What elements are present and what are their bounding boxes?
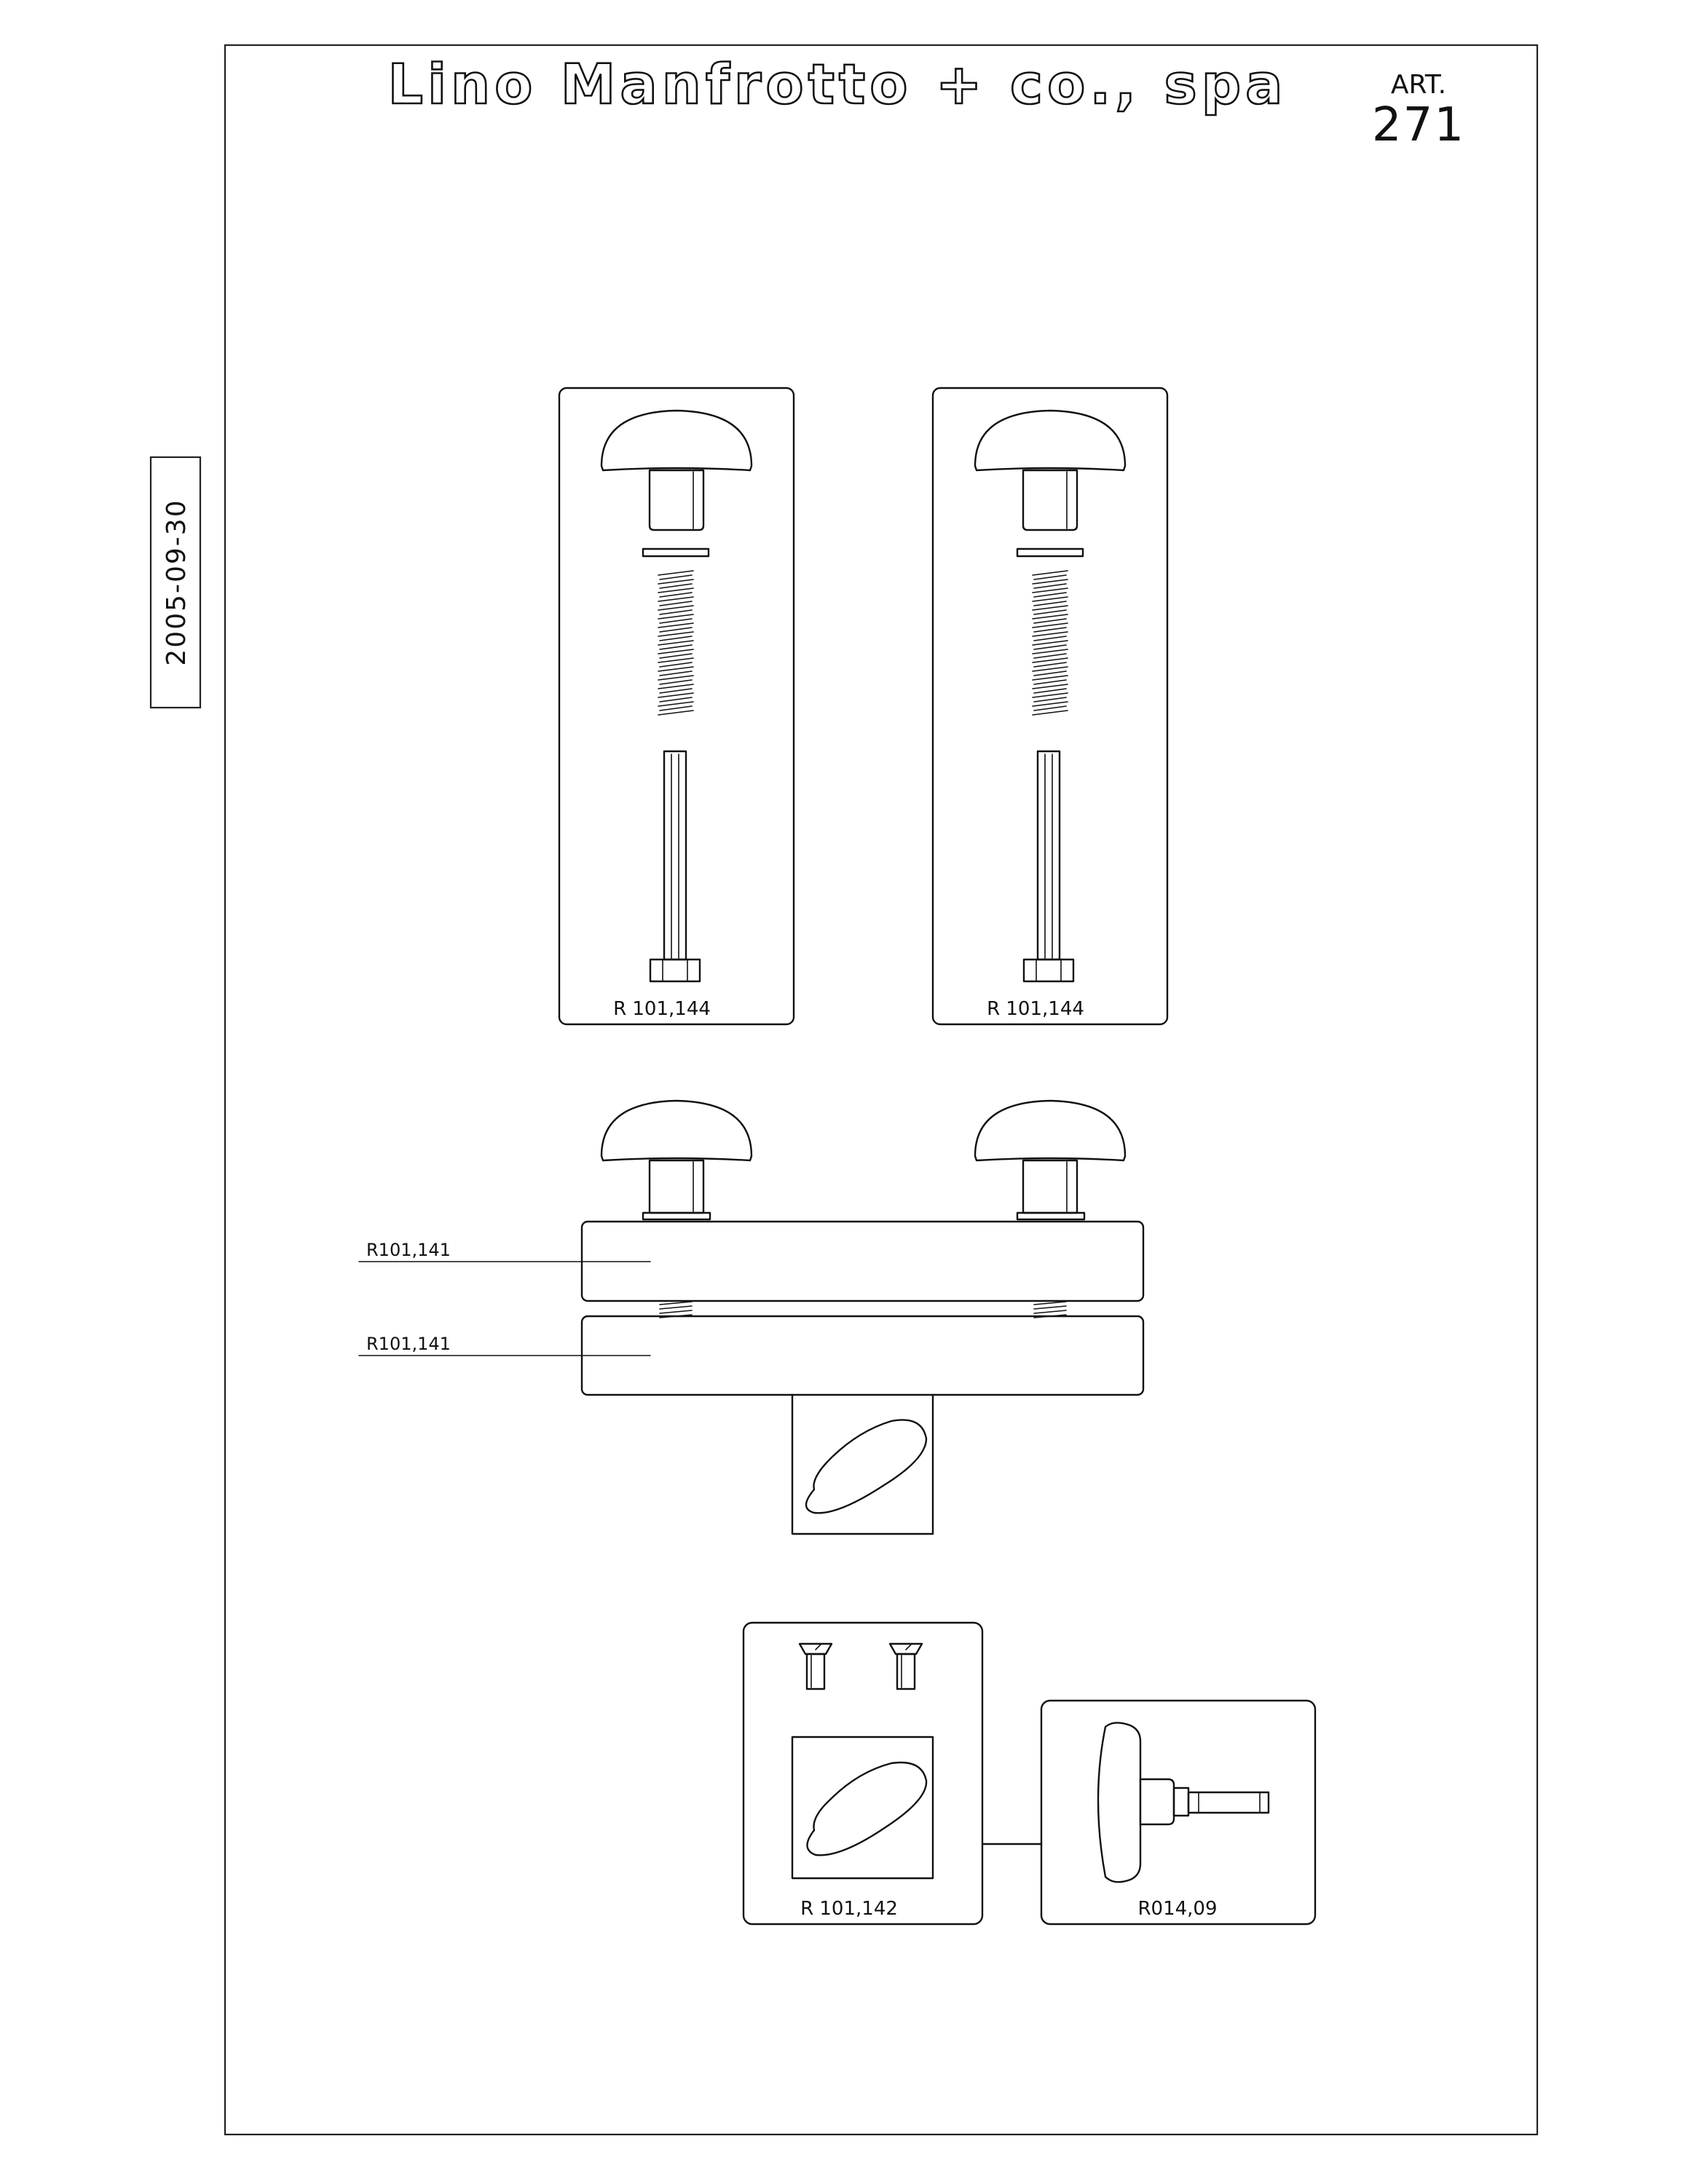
mount-plate [792,1737,933,1878]
sheet-frame [225,45,1537,2134]
spring-icon [1033,571,1068,715]
company-title: Lino Manfrotto + co., spa [387,52,1287,116]
knob-icon [602,411,752,530]
part-code-label: R014,09 [1137,1898,1218,1920]
upper-jaw [582,1222,1143,1301]
knob-icon [1098,1722,1269,1882]
part-code-label: R 101,142 [800,1898,898,1920]
bolt-icon [650,751,700,981]
knob-panel [1041,1701,1315,1924]
part-code-label: R 101,144 [613,998,711,1020]
screw-kit-right-panel [933,388,1167,1024]
lower-jaw [582,1316,1143,1395]
washer-icon [1017,549,1083,556]
date-tab [151,457,200,708]
screw-icon [800,1644,832,1689]
lower-jaw-code-label: R101,141 [366,1334,451,1354]
clamp-assembly [359,1101,1143,1534]
mount-plate-panel [744,1623,982,1924]
screw-icon [890,1644,922,1689]
bolt-icon [1024,751,1073,981]
knob-icon [602,1101,752,1219]
upper-jaw-code-label: R101,141 [366,1240,451,1260]
spring-icon [660,1302,1066,1318]
screw-kit-left-panel [559,388,794,1024]
date-text: 2005-09-30 [162,499,192,666]
part-code-label: R 101,144 [987,998,1084,1020]
washer-icon [643,549,709,556]
art-number: 271 [1371,98,1466,152]
art-label: ART. [1390,70,1447,100]
knob-icon [975,411,1125,530]
spring-icon [658,571,693,715]
knob-icon [975,1101,1125,1219]
mount-block [792,1395,933,1534]
